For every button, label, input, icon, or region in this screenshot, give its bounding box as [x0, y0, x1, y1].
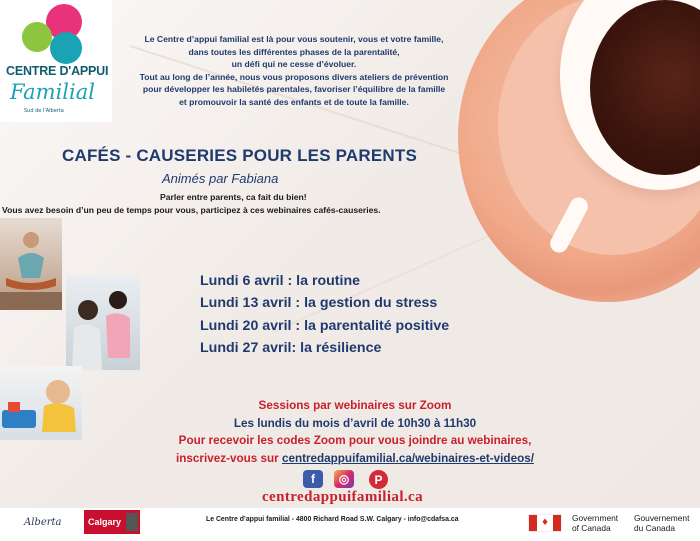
intro-line: un défi qui ne cesse d’évoluer. — [231, 59, 357, 69]
sessions-register-line — [120, 450, 590, 468]
logo-circles-icon — [20, 4, 90, 66]
register-prefix: inscrivez-vous sur — [176, 451, 282, 465]
tagline: Vous avez besoin d’un peu de temps pour vous, participez à ces webinaires cafés-causeries. — [2, 205, 381, 215]
page-title: CAFÉS - CAUSERIES POUR LES PARENTS — [62, 146, 418, 165]
meditation-photo — [0, 218, 62, 310]
intro-line: dans toutes les différentes phases de la parentalité, — [188, 46, 400, 57]
gov-canada-fr — [634, 513, 689, 533]
alberta-logo: Alberta — [24, 517, 62, 528]
mother-child-photo — [66, 276, 140, 370]
sessions-instructions: Pour recevoir les codes Zoom pour vous joindre au webinaires, — [178, 434, 532, 447]
schedule-list — [200, 270, 449, 359]
facebook-icon[interactable]: f — [303, 470, 323, 488]
schedule-item: Lundi 20 avril : la parentalité positive — [200, 317, 450, 334]
canada-flag-icon: ♦ — [528, 514, 562, 532]
schedule-item: Lundi 27 avril: la résilience — [200, 339, 382, 356]
sessions-info — [120, 397, 590, 467]
sessions-time: Les lundis du mois d’avril de 10h30 à 11h30 — [233, 416, 477, 430]
logo-subtitle: Sud de l'Alberta — [24, 108, 64, 114]
page-subtitle: Animés par Fabiana — [162, 171, 279, 186]
schedule-item: Lundi 13 avril : la gestion du stress — [200, 295, 438, 312]
logo — [0, 0, 112, 122]
footer-address: Le Centre d’appui familial - 4800 Richard Road S.W. Calgary - info@cdafsa.ca — [206, 516, 459, 523]
intro-line: Le Centre d’appui familial est là pour vous soutenir, vous et votre famille, — [144, 34, 444, 44]
pinterest-icon[interactable]: P — [369, 470, 388, 489]
gov-en-line: Government — [572, 513, 619, 523]
calgary-crest-icon — [126, 513, 138, 531]
tagline: Parler entre parents, ca fait du bien! — [160, 192, 307, 202]
schedule-item: Lundi 6 avril : la routine — [200, 273, 361, 289]
intro-line: et promouvoir la santé des enfants et de toute la famille. — [179, 96, 409, 107]
logo-title: CENTRE D'APPUI — [6, 64, 109, 78]
gov-fr-line: Gouvernement — [634, 513, 690, 523]
calgary-logo-text: Calgary — [88, 517, 122, 527]
intro-line: pour développer les habiletés parentales, favoriser l’équilibre de la famille — [142, 84, 446, 94]
sessions-heading: Sessions par webinaires sur Zoom — [258, 399, 452, 412]
webinaires-link[interactable]: centredappuifamilial.ca/webinaires-et-videos/ — [281, 451, 534, 465]
gov-fr-line: du Canada — [634, 523, 675, 533]
calgary-logo — [84, 510, 140, 534]
instagram-icon[interactable]: ◎ — [334, 470, 354, 488]
gov-en-line: of Canada — [572, 523, 611, 533]
logo-script: Familial — [10, 80, 95, 104]
child-playing-photo — [0, 366, 82, 440]
intro-line: Tout au long de l’année, nous vous proposons divers ateliers de prévention — [139, 71, 449, 82]
website-link[interactable]: centredappuifamilial.ca — [262, 489, 424, 505]
gov-canada-en — [572, 513, 618, 533]
intro-text — [116, 33, 472, 108]
